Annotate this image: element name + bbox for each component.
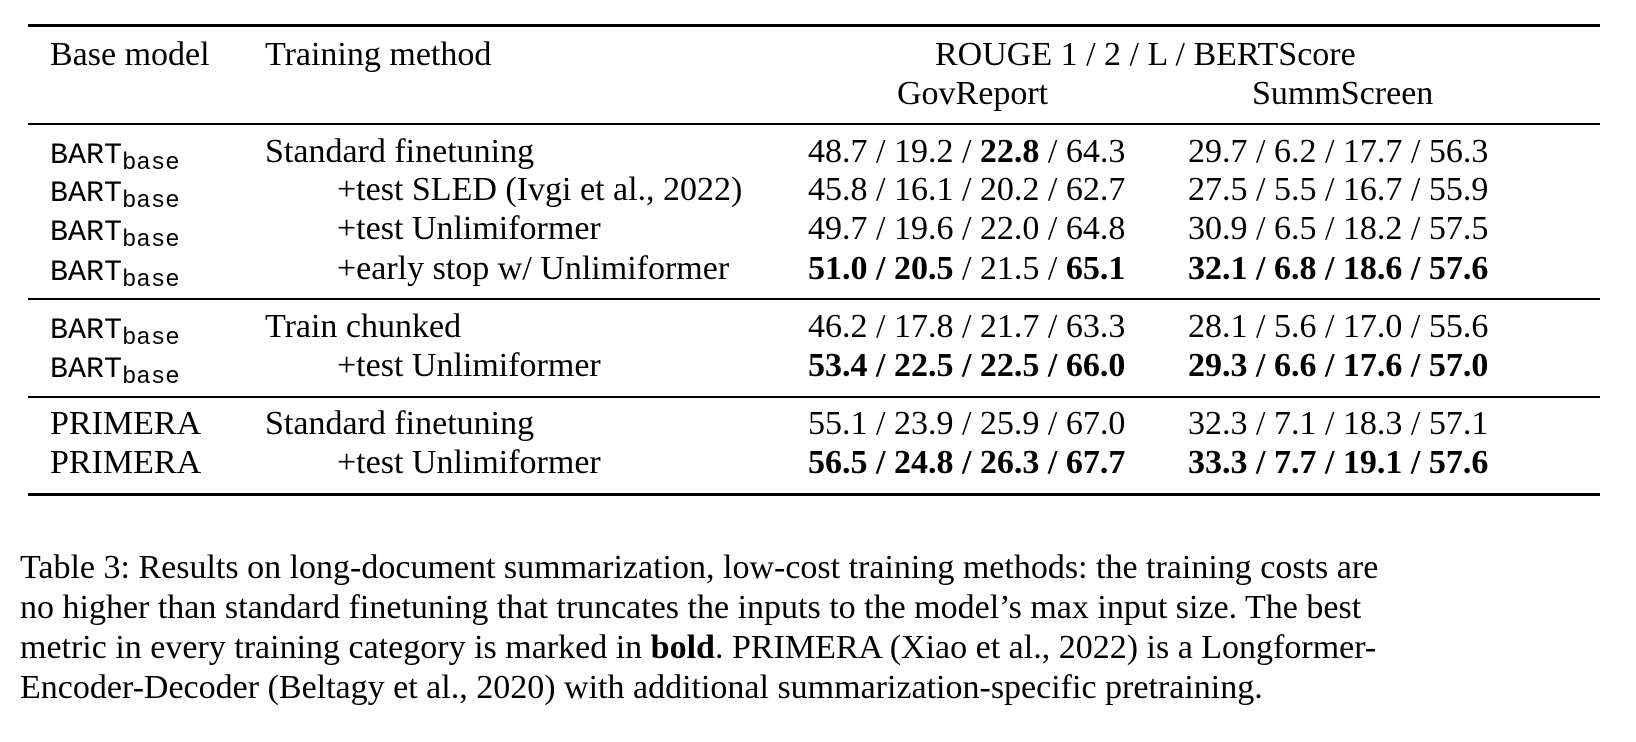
- model-size-subscript: base: [122, 150, 180, 177]
- score-value: 56.3: [1428, 133, 1489, 170]
- score-value: 22.5: [893, 347, 954, 384]
- score-value: 28.1: [1188, 308, 1248, 345]
- score-separator: /: [1247, 171, 1274, 208]
- score-separator: /: [1247, 405, 1274, 442]
- score-value: 45.8: [808, 171, 868, 208]
- score-value: 5.6: [1273, 308, 1317, 345]
- score-value: 17.7: [1342, 133, 1403, 170]
- score-value: 66.0: [1065, 347, 1126, 384]
- score-separator: /: [1402, 347, 1429, 384]
- score-value: 55.9: [1428, 171, 1489, 208]
- cell-training-method: Train chunked: [265, 308, 462, 345]
- score-separator: /: [1247, 444, 1274, 481]
- score-value: 64.3: [1065, 133, 1126, 170]
- score-value: 6.8: [1273, 250, 1317, 287]
- cell-govreport-scores: [808, 346, 1125, 386]
- score-separator: /: [1402, 171, 1429, 208]
- score-separator: /: [867, 347, 894, 384]
- score-value: 49.7: [808, 210, 868, 247]
- score-separator: /: [1039, 444, 1066, 481]
- cell-govreport-scores: [808, 307, 1125, 347]
- score-value: 56.5: [808, 444, 868, 481]
- cell-summscreen-scores: [1188, 443, 1488, 483]
- score-value: 25.9: [979, 405, 1040, 442]
- score-separator: /: [867, 405, 894, 442]
- score-separator: /: [1316, 347, 1343, 384]
- score-value: 22.5: [979, 347, 1040, 384]
- caption-line: metric in every training category is marked in bold. PRIMERA (Xiao et al., 2022) is a Longformer-: [20, 629, 1377, 666]
- cell-base-model: $BART_{base}$: [50, 139, 180, 177]
- score-value: 24.8: [893, 444, 954, 481]
- table-caption: [20, 548, 1620, 708]
- table-bottom-rule: [28, 493, 1600, 496]
- score-separator: /: [1316, 308, 1343, 345]
- caption-line: no higher than standard finetuning that truncates the inputs to the model’s max input size. The best: [20, 589, 1362, 626]
- header-summscreen: SummScreen: [1252, 75, 1434, 112]
- score-value: 46.2: [808, 308, 868, 345]
- score-value: 20.2: [979, 171, 1040, 208]
- header-training-method: Training method: [265, 36, 492, 73]
- cell-base-model: $BART_{base}$: [50, 314, 180, 352]
- cell-govreport-scores: [808, 209, 1125, 249]
- score-value: 6.2: [1273, 133, 1317, 170]
- score-separator: /: [1316, 210, 1343, 247]
- score-value: 6.6: [1273, 347, 1317, 384]
- score-separator: /: [1039, 405, 1066, 442]
- score-value: 27.5: [1188, 171, 1248, 208]
- score-separator: /: [867, 133, 894, 170]
- score-value: 5.5: [1273, 171, 1317, 208]
- score-value: 19.1: [1342, 444, 1403, 481]
- score-value: 55.1: [808, 405, 868, 442]
- cell-base-model: $BART_{base}$: [50, 216, 180, 254]
- score-value: 18.2: [1342, 210, 1403, 247]
- cell-base-model: $BART_{base}$: [50, 353, 180, 391]
- score-value: 26.3: [979, 444, 1040, 481]
- score-separator: /: [1247, 250, 1274, 287]
- score-value: 23.9: [893, 405, 954, 442]
- score-separator: /: [1039, 250, 1066, 287]
- score-value: 7.7: [1273, 444, 1317, 481]
- cell-training-method: +test Unlimiformer: [337, 444, 601, 481]
- score-separator: /: [867, 171, 894, 208]
- score-separator: /: [953, 171, 980, 208]
- score-value: 57.1: [1428, 405, 1489, 442]
- caption-line: Table 3: Results on long-document summarization, low-cost training methods: the training costs are: [20, 549, 1379, 586]
- cell-govreport-scores: [808, 170, 1125, 210]
- score-separator: /: [1039, 308, 1066, 345]
- cell-training-method: +test Unlimiformer: [337, 347, 601, 384]
- score-value: 51.0: [808, 250, 868, 287]
- score-separator: /: [1247, 210, 1274, 247]
- cell-summscreen-scores: [1188, 209, 1488, 249]
- score-separator: /: [1039, 347, 1066, 384]
- cell-summscreen-scores: [1188, 249, 1488, 289]
- cell-base-model: PRIMERA: [50, 444, 202, 481]
- score-separator: /: [953, 308, 980, 345]
- score-value: 19.6: [893, 210, 954, 247]
- score-value: 20.5: [893, 250, 954, 287]
- model-size-subscript: base: [122, 227, 180, 254]
- cell-base-model: PRIMERA: [50, 405, 202, 442]
- score-value: 18.6: [1342, 250, 1403, 287]
- score-separator: /: [867, 308, 894, 345]
- score-value: 63.3: [1065, 308, 1126, 345]
- score-separator: /: [1402, 133, 1429, 170]
- caption-bold-word: bold: [650, 629, 715, 666]
- score-separator: /: [1316, 250, 1343, 287]
- header-govreport: GovReport: [897, 75, 1049, 112]
- cell-training-method: Standard finetuning: [265, 133, 535, 170]
- group-divider-rule: [28, 396, 1600, 398]
- score-separator: /: [1247, 133, 1274, 170]
- score-value: 16.7: [1342, 171, 1403, 208]
- cell-training-method: +early stop w/ Unlimiformer: [337, 250, 730, 287]
- score-separator: /: [1039, 210, 1066, 247]
- group-divider-rule: [28, 298, 1600, 300]
- score-value: 67.7: [1065, 444, 1126, 481]
- score-value: 32.1: [1188, 250, 1248, 287]
- cell-base-model: $BART_{base}$: [50, 177, 180, 215]
- score-separator: /: [953, 250, 980, 287]
- score-separator: /: [1247, 308, 1274, 345]
- score-value: 21.7: [979, 308, 1040, 345]
- score-separator: /: [953, 444, 980, 481]
- cell-training-method: +test Unlimiformer: [337, 210, 601, 247]
- score-value: 48.7: [808, 133, 868, 170]
- score-separator: /: [1316, 405, 1343, 442]
- score-value: 18.3: [1342, 405, 1403, 442]
- header-base-model: Base model: [50, 36, 210, 73]
- score-separator: /: [1402, 250, 1429, 287]
- score-separator: /: [1402, 308, 1429, 345]
- cell-govreport-scores: [808, 132, 1125, 172]
- score-separator: /: [1247, 347, 1274, 384]
- cell-summscreen-scores: [1188, 307, 1488, 347]
- score-value: 7.1: [1273, 405, 1317, 442]
- score-separator: /: [1402, 444, 1429, 481]
- score-separator: /: [1316, 133, 1343, 170]
- cell-govreport-scores: [808, 443, 1125, 483]
- score-value: 57.6: [1428, 444, 1489, 481]
- score-value: 17.0: [1342, 308, 1403, 345]
- score-value: 57.0: [1428, 347, 1489, 384]
- score-separator: /: [1402, 210, 1429, 247]
- score-separator: /: [953, 347, 980, 384]
- cell-training-method: +test SLED (Ivgi et al., 2022): [337, 171, 743, 208]
- score-value: 17.6: [1342, 347, 1403, 384]
- table-top-rule: [28, 24, 1600, 27]
- score-value: 57.5: [1428, 210, 1489, 247]
- header-metrics: ROUGE 1 / 2 / L / BERTScore: [935, 36, 1356, 73]
- score-value: 55.6: [1428, 308, 1489, 345]
- score-value: 29.7: [1188, 133, 1248, 170]
- cell-govreport-scores: [808, 404, 1125, 444]
- score-separator: /: [953, 405, 980, 442]
- score-value: 6.5: [1273, 210, 1317, 247]
- cell-govreport-scores: [808, 249, 1125, 289]
- cell-summscreen-scores: [1188, 132, 1488, 172]
- score-separator: /: [1316, 171, 1343, 208]
- model-size-subscript: base: [122, 364, 180, 391]
- score-separator: /: [953, 210, 980, 247]
- cell-summscreen-scores: [1188, 170, 1488, 210]
- score-value: 33.3: [1188, 444, 1248, 481]
- score-value: 67.0: [1065, 405, 1126, 442]
- score-separator: /: [867, 250, 894, 287]
- score-value: 22.8: [979, 133, 1040, 170]
- score-value: 19.2: [893, 133, 954, 170]
- score-separator: /: [953, 133, 980, 170]
- caption-line: Encoder-Decoder (Beltagy et al., 2020) with additional summarization-specific pretraining.: [20, 669, 1263, 706]
- score-value: 57.6: [1428, 250, 1489, 287]
- score-value: 64.8: [1065, 210, 1126, 247]
- score-value: 65.1: [1065, 250, 1126, 287]
- score-value: 22.0: [979, 210, 1040, 247]
- header-divider-rule: [28, 123, 1600, 125]
- score-value: 21.5: [979, 250, 1040, 287]
- score-value: 30.9: [1188, 210, 1248, 247]
- score-separator: /: [867, 444, 894, 481]
- score-separator: /: [1039, 133, 1066, 170]
- score-separator: /: [867, 210, 894, 247]
- score-separator: /: [1316, 444, 1343, 481]
- score-value: 29.3: [1188, 347, 1248, 384]
- score-separator: /: [1402, 405, 1429, 442]
- score-value: 16.1: [893, 171, 954, 208]
- score-value: 32.3: [1188, 405, 1248, 442]
- cell-training-method: Standard finetuning: [265, 405, 535, 442]
- cell-summscreen-scores: [1188, 404, 1488, 444]
- score-value: 17.8: [893, 308, 954, 345]
- score-value: 53.4: [808, 347, 868, 384]
- model-size-subscript: base: [122, 325, 180, 352]
- score-value: 62.7: [1065, 171, 1126, 208]
- cell-summscreen-scores: [1188, 346, 1488, 386]
- model-size-subscript: base: [122, 267, 180, 294]
- model-size-subscript: base: [122, 188, 180, 215]
- score-separator: /: [1039, 171, 1066, 208]
- cell-base-model: $BART_{base}$: [50, 256, 180, 294]
